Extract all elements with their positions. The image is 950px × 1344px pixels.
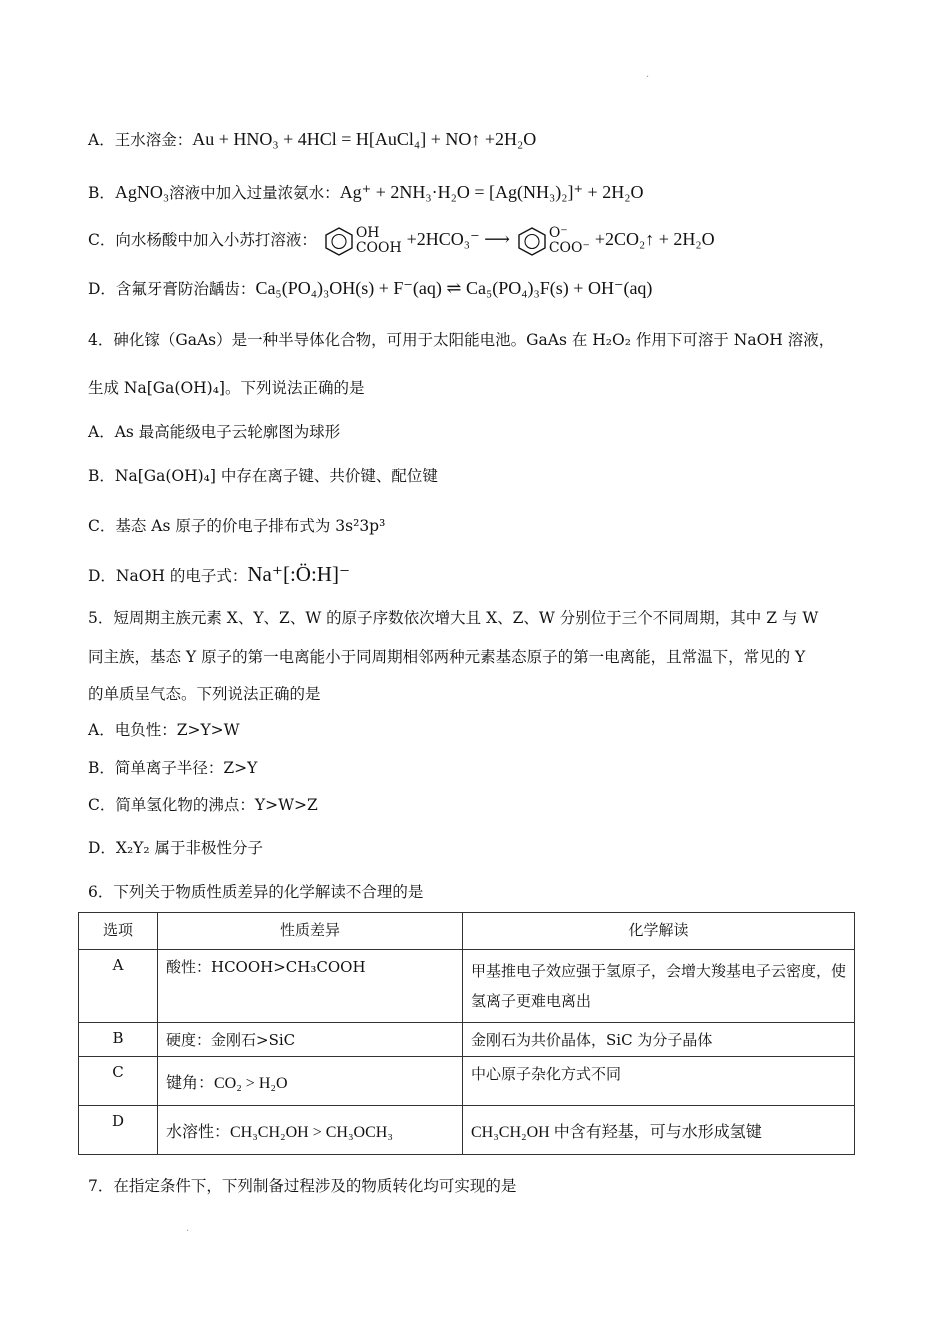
header-property: 性质差异 — [158, 913, 463, 950]
reaction-arrow: +2HCO₃⁻ ⟶ — [406, 229, 510, 249]
row-option: A — [79, 950, 158, 1023]
q6-stem: 6．下列关于物质性质差异的化学解读不合理的是 — [88, 883, 424, 901]
option-label: C．向水杨酸中加入小苏打溶液： — [88, 231, 317, 249]
q4-option-a: A．As 最高能级电子云轮廓图为球形 — [88, 423, 341, 441]
q3-option-d — [88, 276, 652, 301]
reactant-groups — [356, 226, 402, 256]
q5-stem-line2: 同主族，基态 Y 原子的第一电离能小于同周期相邻两种元素基态原子的第一电离能，且常温下，常见的 Y — [88, 648, 806, 666]
product-groups — [549, 226, 590, 256]
q4-option-d — [88, 562, 350, 588]
equation-d: Ca₅(PO₄)₃OH(s) + F⁻(aq) ⇌ Ca₅(PO₄)₃F(s) + OH⁻(aq) — [255, 278, 653, 298]
row-explanation: CH₃CH₂OH 中含有羟基，可与水形成氢键 — [463, 1106, 855, 1155]
q4-option-c: C．基态 As 原子的价电子排布式为 3s²3p³ — [88, 517, 386, 535]
phenoxide-group: O⁻ — [548, 225, 568, 241]
option-text: D．NaOH 的电子式： — [88, 567, 248, 585]
q6-table — [78, 912, 855, 1155]
hydroxyl-group: OH — [355, 225, 380, 241]
products-tail: +2CO₂↑ + 2H₂O — [594, 229, 715, 249]
q3-option-b — [88, 180, 643, 205]
table-header-row — [79, 913, 855, 950]
row-property: 硬度：金刚石>SiC — [158, 1023, 463, 1057]
row-property: 键角：CO₂ > H₂O — [158, 1057, 463, 1106]
q5-option-b: B．简单离子半径：Z>Y — [88, 759, 258, 777]
scan-dot: · — [186, 1226, 190, 1237]
equation-b: Ag⁺ + 2NH₃·H₂O = [Ag(NH₃)₂]⁺ + 2H₂O — [339, 182, 644, 202]
lewis-structure: Na⁺[:Ö:H]⁻ — [247, 562, 351, 586]
option-label: A．王水溶金： — [88, 131, 193, 149]
q4-option-b: B．Na[Ga(OH)₄] 中存在离子键、共价键、配位键 — [88, 467, 438, 485]
header-option: 选项 — [79, 913, 158, 950]
row-option: D — [79, 1106, 158, 1155]
option-text: 溶液中加入过量浓氨水： — [169, 184, 340, 202]
option-label: D．含氟牙膏防治龋齿： — [88, 280, 256, 298]
q5-stem-line3: 的单质呈气态。下列说法正确的是 — [88, 685, 321, 703]
row-option: C — [79, 1057, 158, 1106]
row-explanation: 中心原子杂化方式不同 — [463, 1057, 855, 1106]
row-explanation: 金刚石为共价晶体，SiC 为分子晶体 — [463, 1023, 855, 1057]
row-property: 水溶性：CH₃CH₂OH > CH₃OCH₃ — [158, 1106, 463, 1155]
q4-stem-line2: 生成 Na[Ga(OH)₄]。下列说法正确的是 — [88, 379, 365, 397]
row-explanation: 甲基推电子效应强于氢原子，会增大羧基电子云密度，使氢离子更难电离出 — [463, 950, 855, 1023]
row-option: B — [79, 1023, 158, 1057]
benzene-ring-icon — [515, 226, 549, 256]
q7-stem: 7．在指定条件下，下列制备过程涉及的物质转化均可实现的是 — [88, 1177, 517, 1195]
header-explanation: 化学解读 — [463, 913, 855, 950]
reagent: AgNO₃ — [114, 182, 170, 202]
table-row — [79, 1023, 855, 1057]
q5-option-a: A．电负性：Z>Y>W — [88, 721, 240, 739]
row-property: 酸性：HCOOH>CH₃COOH — [158, 950, 463, 1023]
q5-option-c: C．简单氢化物的沸点：Y>W>Z — [88, 796, 318, 814]
scan-dot: · — [646, 72, 650, 83]
q5-option-d: D．X₂Y₂ 属于非极性分子 — [88, 839, 264, 857]
q3-option-c — [88, 222, 715, 257]
q3-option-a — [88, 127, 536, 152]
q5-stem-line1: 5．短周期主族元素 X、Y、Z、W 的原子序数依次增大且 X、Z、W 分别位于三个不同周期，其中 Z 与 W — [88, 609, 819, 627]
carboxylate-group: COO⁻ — [548, 240, 590, 256]
q4-stem-line1: 4．砷化镓（GaAs）是一种半导体化合物，可用于太阳能电池。GaAs 在 H₂O₂ 作用下可溶于 NaOH 溶液， — [88, 331, 835, 349]
option-label: B． — [88, 184, 115, 202]
table-row — [79, 1106, 855, 1155]
table-row — [79, 1057, 855, 1106]
benzene-ring-icon — [322, 226, 356, 256]
carboxyl-group: COOH — [355, 240, 402, 256]
equation-a: Au + HNO₃ + 4HCl = H[AuCl₄] + NO↑ +2H₂O — [192, 129, 537, 149]
table-row — [79, 950, 855, 1023]
